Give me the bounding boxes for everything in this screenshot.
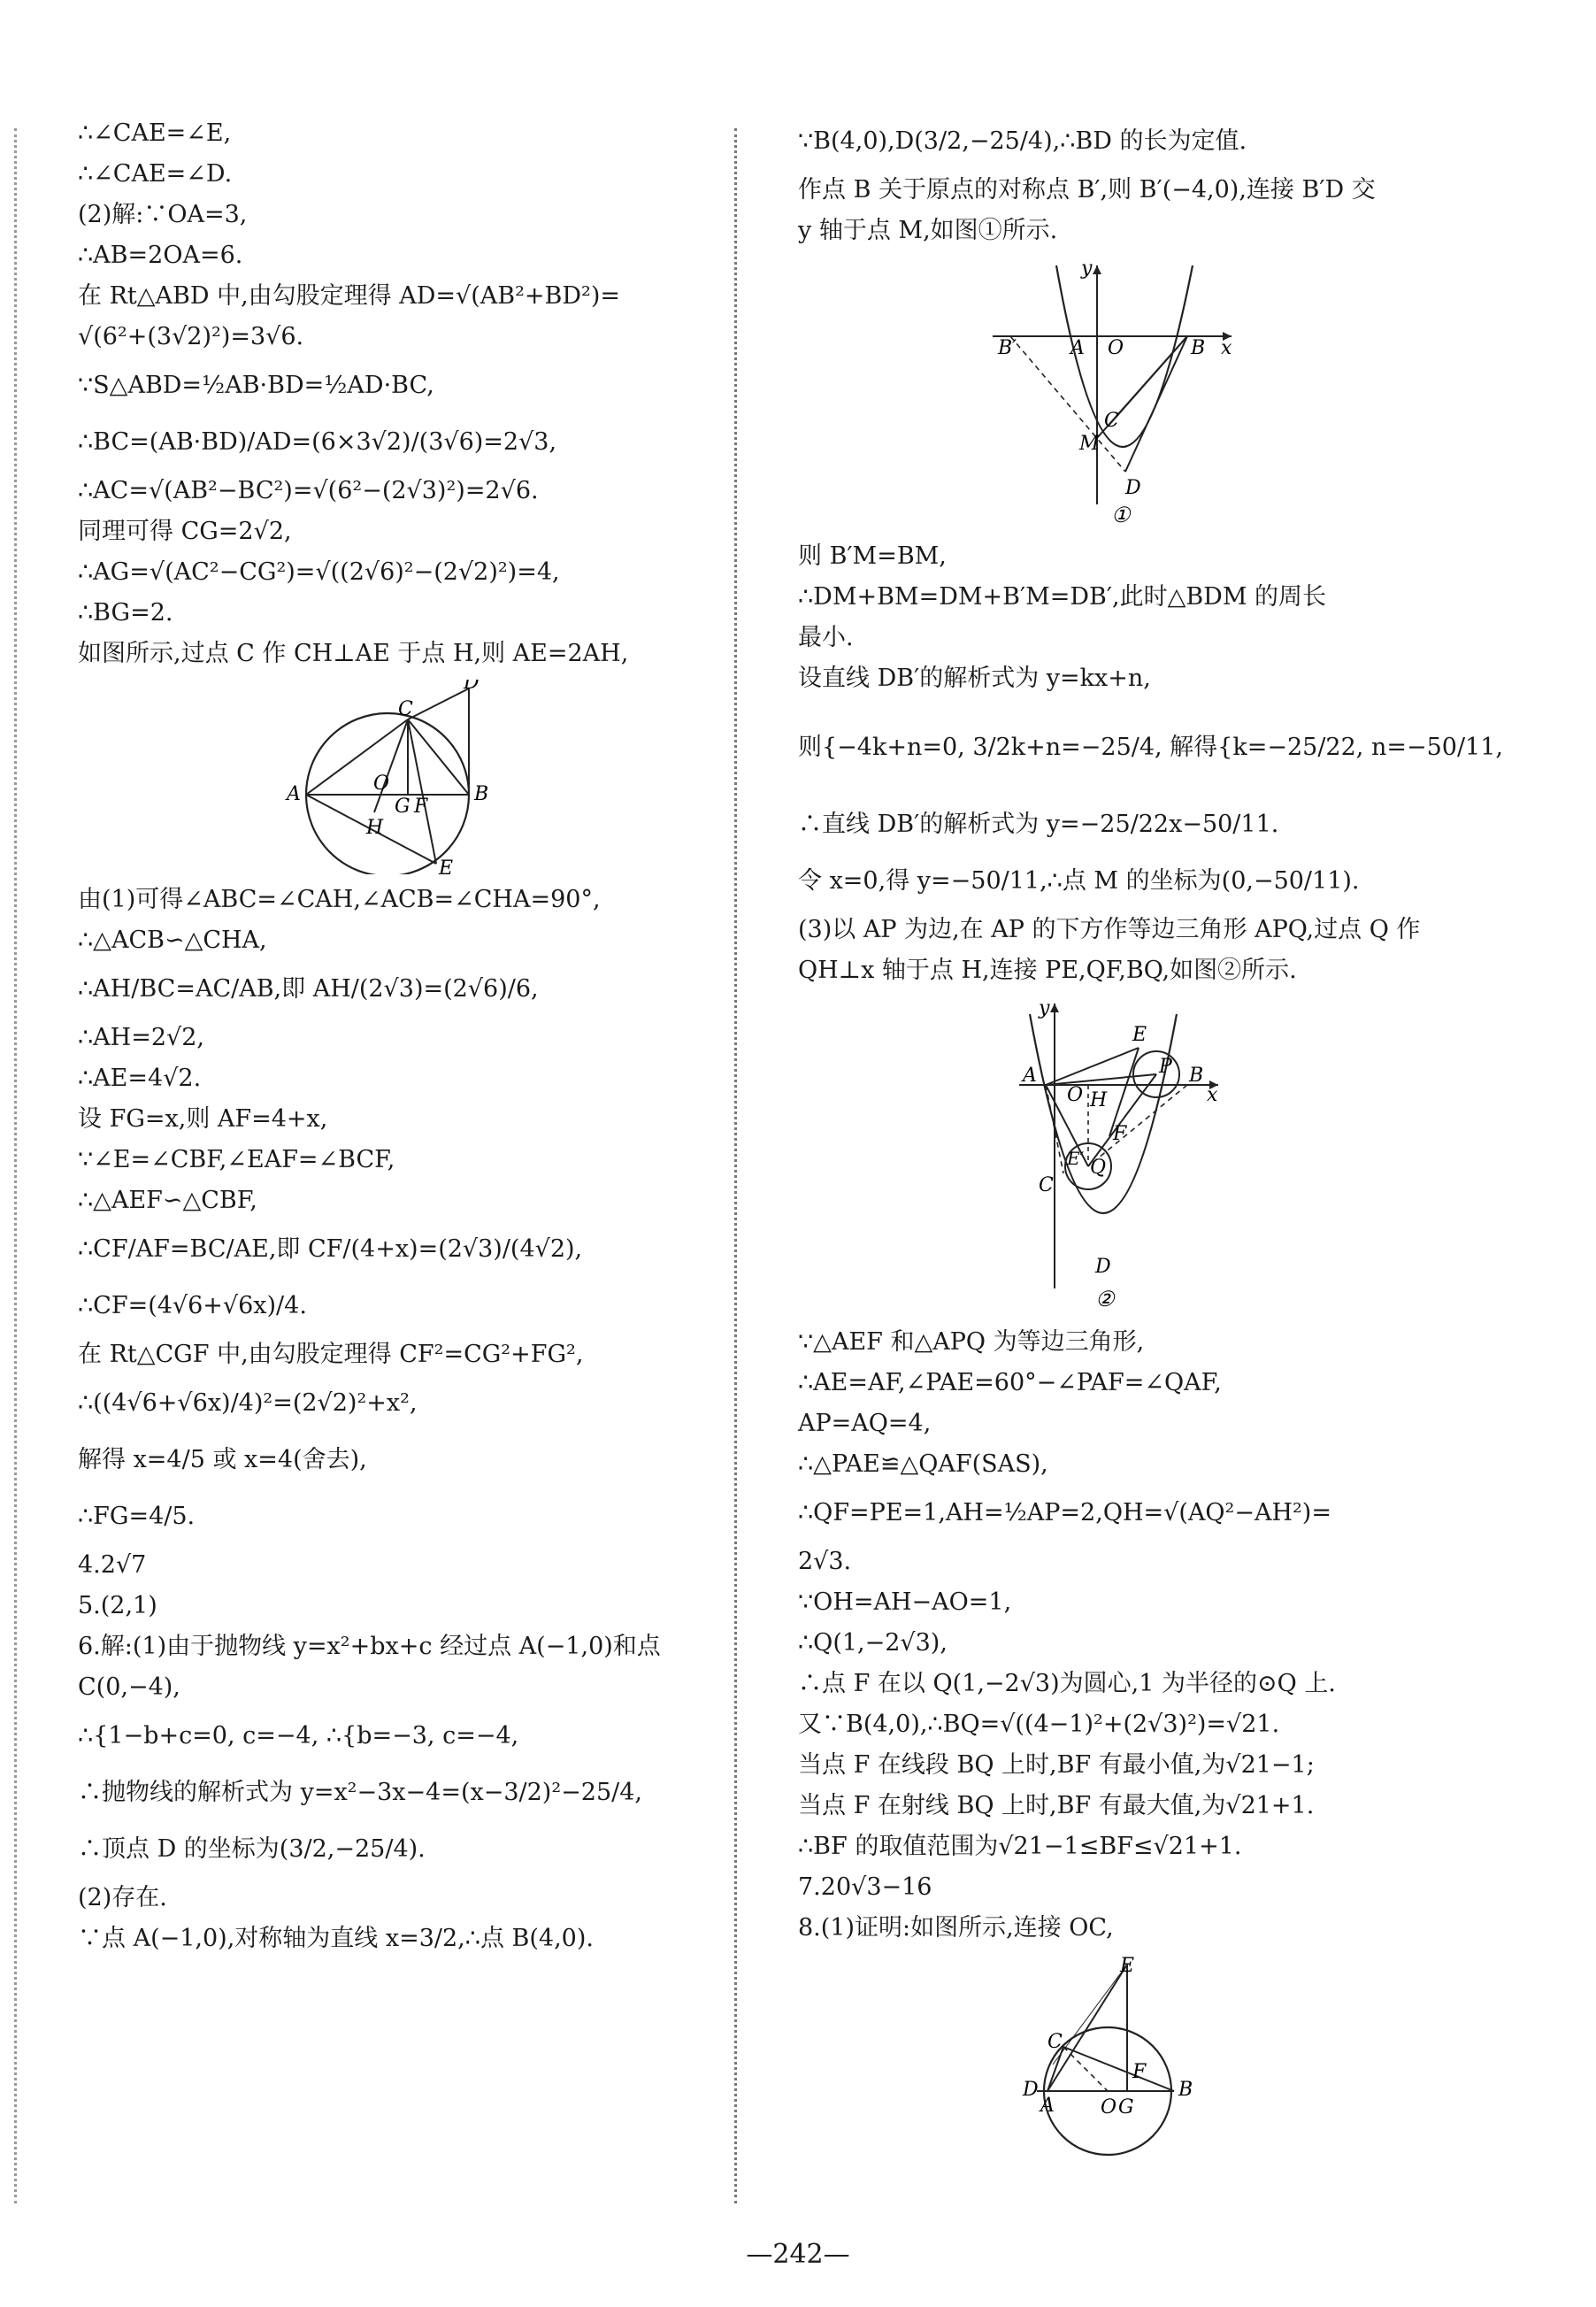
text-line: 令 x=0,得 y=−50/11,∴点 M 的坐标为(0,−50/11). [798,867,1360,895]
label-D: D [1125,477,1141,499]
label-E-prime: E′ [1067,1148,1085,1169]
text-line: ∴AG=√(AC²−CG²)=√((2√6)²−(2√2)²)=4, [78,558,560,586]
label-E: E [1132,1024,1147,1046]
label-D: D [1095,1256,1111,1278]
label-B: B [1191,337,1206,359]
label-P: P [1159,1056,1172,1078]
text-line: ∵△AEF 和△APQ 为等边三角形, [798,1328,1145,1356]
text-line: (3)以 AP 为边,在 AP 的下方作等边三角形 APQ,过点 Q 作 [798,916,1421,943]
text-line: ∴AH=2√2, [78,1024,204,1051]
text-line: ∴AC=√(AB²−BC²)=√(6²−(2√3)²)=2√6. [78,477,539,504]
label-Q: Q [1090,1157,1107,1179]
label-O: O [1108,337,1124,359]
text-line: 8.(1)证明:如图所示,连接 OC, [798,1914,1114,1942]
text-line: ∵∠E=∠CBF,∠EAF=∠BCF, [78,1146,395,1173]
text-line: 设 FG=x,则 AF=4+x, [78,1105,328,1133]
text-line: ∴Q(1,−2√3), [798,1629,948,1657]
left-column [78,113,715,1959]
text-line: 在 Rt△ABD 中,由勾股定理得 AD=√(AB²+BD²)= [78,282,621,310]
text-line: ∴直线 DB′的解析式为 y=−25/22x−50/11. [798,811,1279,838]
text-line: C(0,−4), [78,1673,180,1701]
figure-1-parabola [798,257,1435,531]
page-number: —242— [746,2239,850,2270]
right-column [798,113,1503,2180]
axis-x-label: x [1221,337,1232,359]
text-line: 7.20√3−16 [798,1873,932,1901]
text-line: ∴AE=4√2. [78,1065,202,1092]
label-F: F [1113,1123,1127,1145]
text-line: 6.解:(1)由于抛物线 y=x²+bx+c 经过点 A(−1,0)和点 [78,1633,661,1660]
text-line: ∴∠CAE=∠D. [78,160,233,188]
figure-circle-triangle [78,680,715,874]
text-line: 由(1)可得∠ABC=∠CAH,∠ACB=∠CHA=90°, [78,886,601,913]
text-line: 在 Rt△CGF 中,由勾股定理得 CF²=CG²+FG², [78,1341,584,1368]
text-line: ∴CF/AF=BC/AE,即 CF/(4+x)=(2√3)/(4√2), [78,1235,583,1263]
label-B: B [474,783,489,805]
label-O: O [373,773,390,795]
text-line: ∴((4√6+√6x)/4)²=(2√2)²+x², [78,1389,418,1417]
figure-3-circle [798,1954,1435,2175]
text-line: ∴抛物线的解析式为 y=x²−3x−4=(x−3/2)²−25/4, [78,1779,642,1806]
text-line: y 轴于点 M,如图①所示. [798,217,1058,244]
text-line: ∴QF=PE=1,AH=½AP=2,QH=√(AQ²−AH²)= [798,1499,1331,1526]
text-line: ∴AE=AF,∠PAE=60°−∠PAF=∠QAF, [798,1369,1222,1396]
text-line: 则{−4k+n=0, 3/2k+n=−25/4, 解得{k=−25/22, n=−50/11, [798,734,1503,761]
text-line: 则 B′M=BM, [798,542,947,570]
text-line: ∴BF 的取值范围为√21−1≤BF≤√21+1. [798,1833,1242,1860]
text-line: 5.(2,1) [78,1592,157,1619]
text-line: ∵OH=AH−AO=1, [798,1588,1012,1616]
text-line: ∴点 F 在以 Q(1,−2√3)为圆心,1 为半径的⊙Q 上. [798,1670,1336,1697]
axis-x-label: x [1207,1084,1218,1106]
text-line: ∴AB=2OA=6. [78,242,243,269]
label-B: B [1189,1065,1204,1087]
text-line: 同理可得 CG=2√2, [78,518,292,545]
text-line: ∴{1−b+c=0, c=−4, ∴{b=−3, c=−4, [78,1722,519,1749]
circle-diagram-2 [798,1954,1435,2175]
label-C: C [1039,1174,1054,1196]
text-line: 又∵B(4,0),∴BQ=√((4−1)²+(2√3)²)=√21. [798,1711,1280,1738]
text-line: ∴顶点 D 的坐标为(3/2,−25/4). [78,1835,426,1863]
label-C: C [1047,2031,1063,2053]
label-A: A [287,783,301,805]
column-divider [734,128,737,2203]
label-D: D [1023,2079,1039,2101]
label-C: C [398,698,413,720]
page-edge-rule [14,128,17,2203]
text-line: 当点 F 在线段 BQ 上时,BF 有最小值,为√21−1; [798,1751,1315,1779]
text-line: ∴△AEF∽△CBF, [78,1187,257,1214]
label-B-prime: B′ [998,337,1017,359]
label-O: O [1067,1084,1084,1106]
text-line: 当点 F 在射线 BQ 上时,BF 有最大值,为√21+1. [798,1792,1315,1819]
label-O: O [1101,2096,1117,2119]
label-D: D [464,680,480,694]
text-line: ∴CF=(4√6+√6x)/4. [78,1292,307,1319]
text-line: ∵S△ABD=½AB·BD=½AD·BC, [78,372,434,399]
text-line: 4.2√7 [78,1551,147,1579]
label-A: A [1040,2095,1055,2117]
text-line: 作点 B 关于原点的对称点 B′,则 B′(−4,0),连接 B′D 交 [798,176,1376,204]
text-line: ∴△ACB∽△CHA, [78,927,267,954]
axis-y-label: y [1039,997,1050,1019]
text-line: ∵B(4,0),D(3/2,−25/4),∴BD 的长为定值. [798,127,1247,155]
axis-y-label: y [1081,258,1093,280]
label-F: F [1132,2061,1147,2083]
text-line: 最小. [798,624,854,651]
text-line: 解得 x=4/5 或 x=4(舍去), [78,1446,367,1473]
text-line: √(6²+(3√2)²)=3√6. [78,323,304,350]
text-line: ∴AH/BC=AC/AB,即 AH/(2√3)=(2√6)/6, [78,975,539,1003]
label-B: B [1178,2079,1193,2101]
text-line: 如图所示,过点 C 作 CH⊥AE 于点 H,则 AE=2AH, [78,640,629,667]
text-line: ∴FG=4/5. [78,1503,196,1530]
parabola-diagram-2 [798,996,1435,1317]
label-G: G [395,796,411,818]
label-H: H [366,817,384,839]
text-line: ∴BC=(AB·BD)/AD=(6×3√2)/(3√6)=2√3, [78,428,557,456]
label-E: E [1120,1955,1135,1977]
circle-diagram [78,680,715,874]
text-line: AP=AQ=4, [798,1410,932,1437]
label-C: C [1104,410,1119,432]
text-line: 设直线 DB′的解析式为 y=kx+n, [798,665,1151,692]
text-line: ∵点 A(−1,0),对称轴为直线 x=3/2,∴点 B(4,0). [78,1925,594,1952]
text-line: 2√3. [798,1548,852,1575]
parabola-diagram-1 [798,257,1435,531]
figure-2-parabola [798,996,1435,1317]
label-F: F [414,796,428,818]
label-H: H [1090,1089,1108,1111]
text-line: (2)解:∵OA=3, [78,201,248,228]
text-line: QH⊥x 轴于点 H,连接 PE,QF,BQ,如图②所示. [798,957,1297,984]
figure-2-caption: ② [1095,1287,1115,1311]
text-line: (2)存在. [78,1884,167,1911]
text-line: ∴DM+BM=DM+B′M=DB′,此时△BDM 的周长 [798,583,1327,611]
label-G: G [1118,2096,1134,2119]
label-A: A [1023,1065,1037,1087]
label-E: E [439,857,454,874]
text-line: ∴BG=2. [78,599,173,627]
text-line: ∴△PAE≌△QAF(SAS), [798,1450,1048,1478]
text-line: ∴∠CAE=∠E, [78,119,232,147]
figure-1-caption: ① [1111,503,1131,527]
label-M: M [1079,433,1100,455]
label-A: A [1070,337,1085,359]
